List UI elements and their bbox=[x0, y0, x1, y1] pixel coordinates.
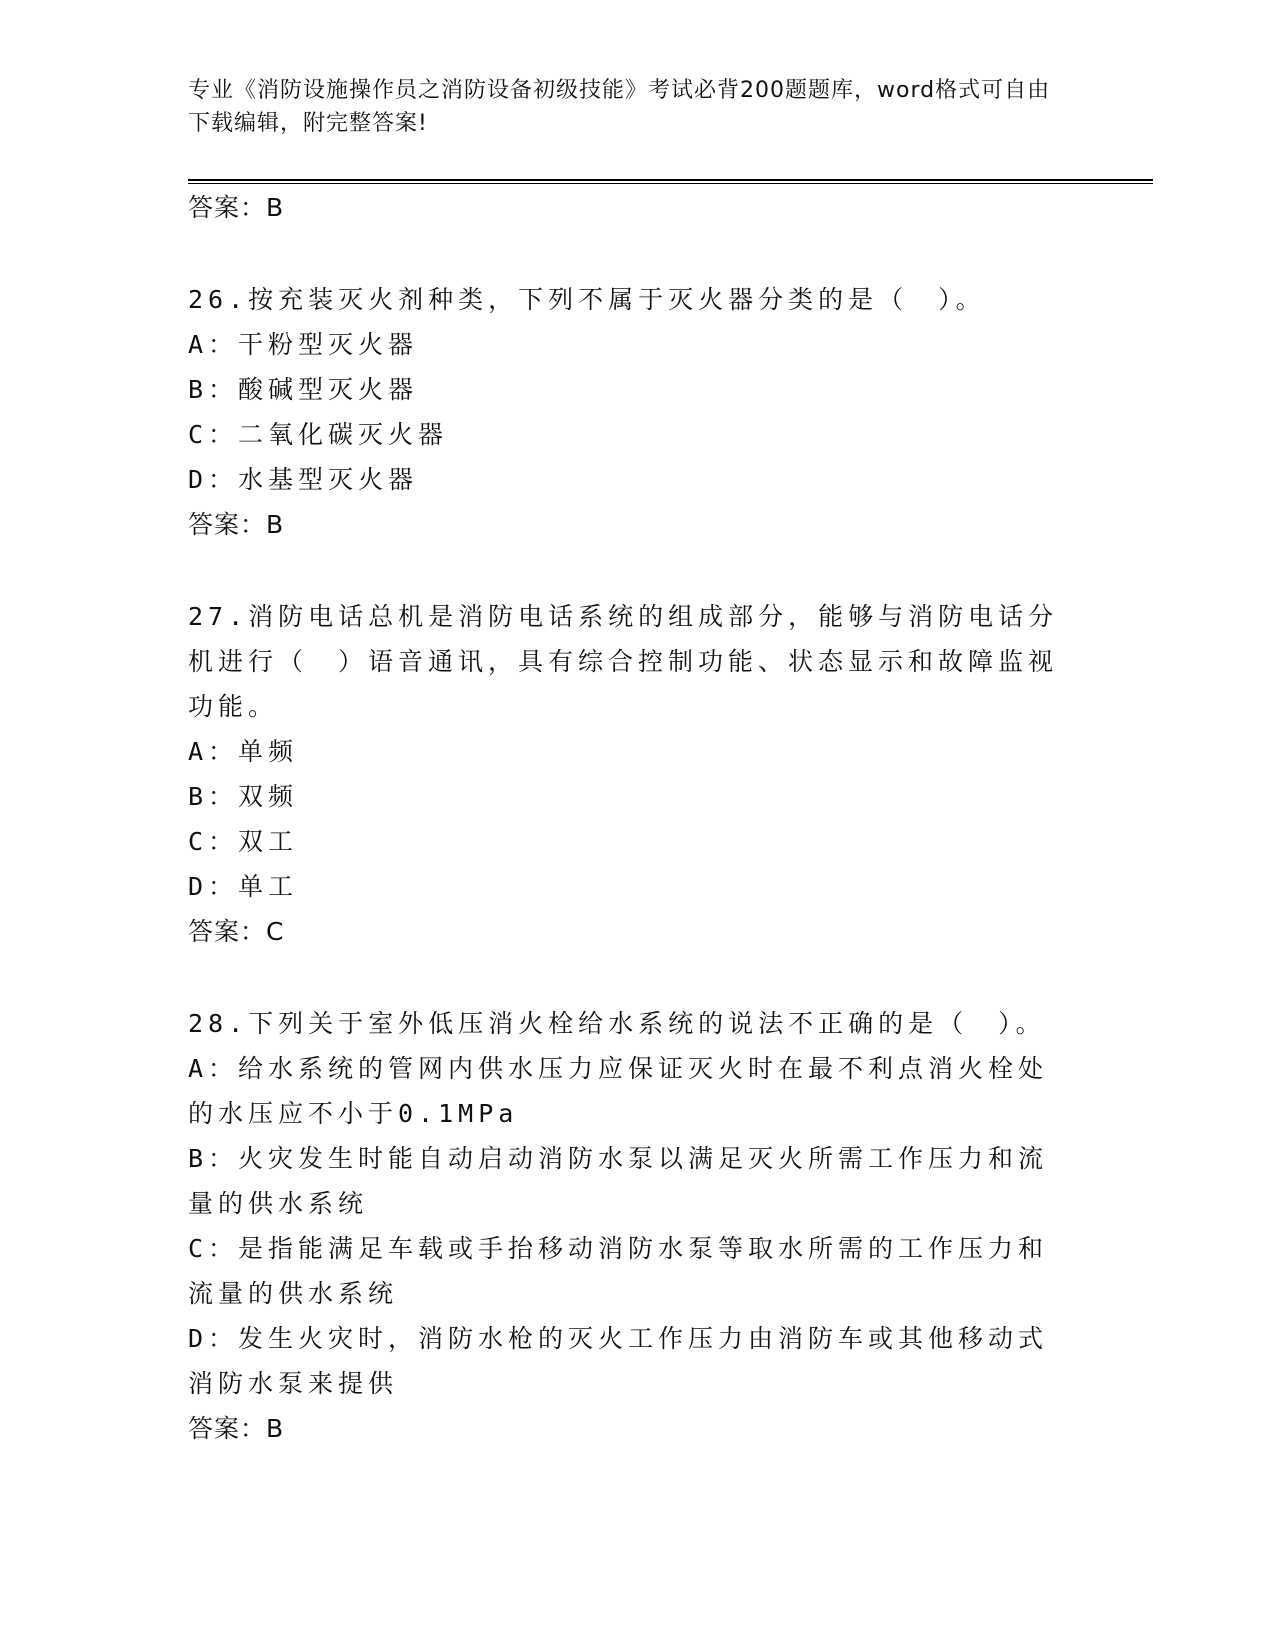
document-header: 专业《消防设施操作员之消防设备初级技能》考试必背200题题库，word格式可自由下载编辑，附完整答案! bbox=[188, 78, 1051, 136]
question-26 bbox=[188, 277, 1068, 547]
question-28 bbox=[188, 1001, 1068, 1451]
question-stem: 27.消防电话总机是消防电话系统的组成部分，能够与消防电话分机进行（ ）语音通讯，具有综合控制功能、状态显示和故障监视功能。 bbox=[188, 602, 1059, 721]
option-d: D：水基型灭火器 bbox=[188, 465, 419, 494]
answer-line: 答案：B bbox=[188, 1414, 285, 1443]
option-a: A：干粉型灭火器 bbox=[188, 330, 419, 359]
option-b: B：双频 bbox=[188, 782, 299, 811]
question-stem: 26.按充装灭火剂种类，下列不属于灭火器分类的是（ ）。 bbox=[188, 285, 986, 314]
option-c: C：二氧化碳灭火器 bbox=[188, 420, 449, 449]
option-d: D：发生火灾时，消防水枪的灭火工作压力由消防车或其他移动式消防水泵来提供 bbox=[188, 1324, 1049, 1398]
answer-line: 答案：C bbox=[188, 917, 285, 946]
option-a: A：单频 bbox=[188, 737, 299, 766]
previous-answer: 答案：B bbox=[188, 193, 285, 222]
header-divider bbox=[188, 179, 1153, 184]
option-d: D：单工 bbox=[188, 872, 299, 901]
question-list bbox=[188, 185, 1068, 1451]
option-c: C：双工 bbox=[188, 827, 299, 856]
option-b: B：酸碱型灭火器 bbox=[188, 375, 419, 404]
option-a: A：给水系统的管网内供水压力应保证灭火时在最不利点消火栓处的水压应不小于0.1MPa bbox=[188, 1054, 1049, 1128]
answer-line: 答案：B bbox=[188, 510, 285, 539]
option-c: C：是指能满足车载或手抬移动消防水泵等取水所需的工作压力和流量的供水系统 bbox=[188, 1234, 1049, 1308]
question-stem: 28.下列关于室外低压消火栓给水系统的说法不正确的是（ ）。 bbox=[188, 1009, 1046, 1038]
question-27 bbox=[188, 594, 1068, 954]
option-b: B：火灾发生时能自动启动消防水泵以满足灭火所需工作压力和流量的供水系统 bbox=[188, 1144, 1049, 1218]
